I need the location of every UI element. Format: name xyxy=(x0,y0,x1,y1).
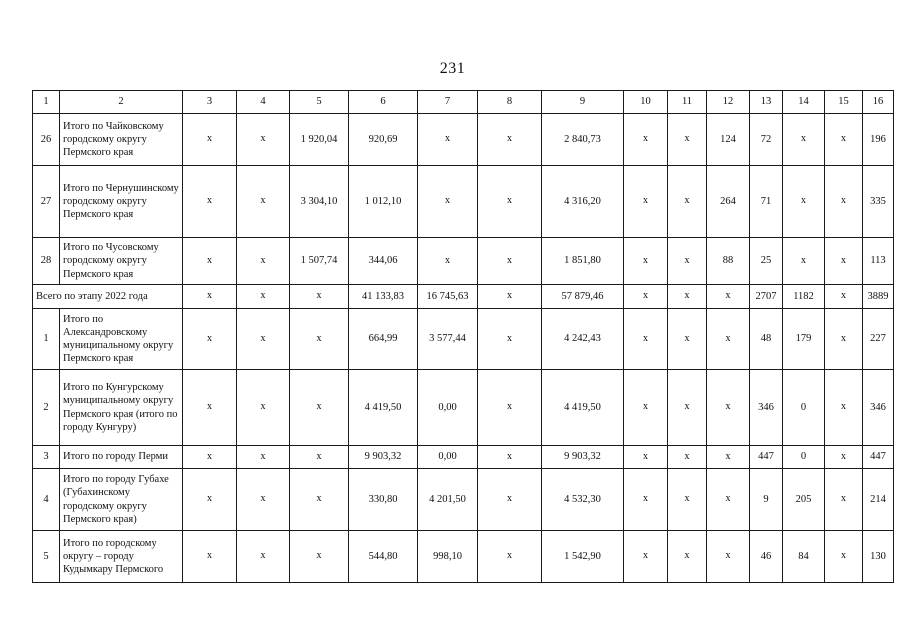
cell: x xyxy=(478,238,542,285)
header-cell: 13 xyxy=(750,91,783,114)
cell: x xyxy=(825,531,863,583)
cell: 16 745,63 xyxy=(418,285,478,309)
row-number: 3 xyxy=(33,446,60,469)
cell: 1182 xyxy=(783,285,825,309)
cell: x xyxy=(478,166,542,238)
cell: x xyxy=(825,285,863,309)
cell: 130 xyxy=(863,531,894,583)
cell: x xyxy=(668,114,707,166)
cell: 113 xyxy=(863,238,894,285)
cell: x xyxy=(825,446,863,469)
cell: x xyxy=(290,309,349,370)
cell: x xyxy=(183,309,237,370)
cell: 88 xyxy=(707,238,750,285)
cell: 124 xyxy=(707,114,750,166)
cell: x xyxy=(237,309,290,370)
cell: 1 012,10 xyxy=(349,166,418,238)
row-name: Итого по городу Перми xyxy=(60,446,183,469)
cell: x xyxy=(624,370,668,446)
cell: x xyxy=(418,166,478,238)
cell: 264 xyxy=(707,166,750,238)
header-cell: 4 xyxy=(237,91,290,114)
cell: x xyxy=(418,238,478,285)
header-cell: 14 xyxy=(783,91,825,114)
header-cell: 5 xyxy=(290,91,349,114)
cell: 920,69 xyxy=(349,114,418,166)
cell: x xyxy=(478,309,542,370)
cell: x xyxy=(183,446,237,469)
cell: 344,06 xyxy=(349,238,418,285)
cell: x xyxy=(478,446,542,469)
row-number: 27 xyxy=(33,166,60,238)
cell: x xyxy=(825,238,863,285)
cell: 72 xyxy=(750,114,783,166)
row-number: 1 xyxy=(33,309,60,370)
header-cell: 12 xyxy=(707,91,750,114)
cell: x xyxy=(707,285,750,309)
cell: 2707 xyxy=(750,285,783,309)
cell: 544,80 xyxy=(349,531,418,583)
header-cell: 2 xyxy=(60,91,183,114)
cell: x xyxy=(783,238,825,285)
cell: x xyxy=(825,166,863,238)
cell: x xyxy=(237,370,290,446)
cell: x xyxy=(668,166,707,238)
cell: 0,00 xyxy=(418,370,478,446)
cell: x xyxy=(237,446,290,469)
cell: x xyxy=(237,469,290,531)
cell: 2 840,73 xyxy=(542,114,624,166)
cell: x xyxy=(668,238,707,285)
cell: 4 419,50 xyxy=(542,370,624,446)
cell: 330,80 xyxy=(349,469,418,531)
cell: 214 xyxy=(863,469,894,531)
cell: x xyxy=(624,531,668,583)
cell: 9 903,32 xyxy=(542,446,624,469)
cell: 196 xyxy=(863,114,894,166)
cell: x xyxy=(668,531,707,583)
cell: 57 879,46 xyxy=(542,285,624,309)
cell: x xyxy=(290,469,349,531)
cell: x xyxy=(783,166,825,238)
row-name: Итого по городу Губахе (Губахинскому городскому округу Пермского края) xyxy=(60,469,183,531)
cell: x xyxy=(825,114,863,166)
row-name: Итого по Чайковскому городскому округу Пермского края xyxy=(60,114,183,166)
cell: 4 532,30 xyxy=(542,469,624,531)
header-cell: 7 xyxy=(418,91,478,114)
cell: x xyxy=(668,370,707,446)
total-label: Всего по этапу 2022 года xyxy=(33,285,183,309)
cell: x xyxy=(290,285,349,309)
cell: 4 242,43 xyxy=(542,309,624,370)
table-row xyxy=(33,166,894,238)
cell: x xyxy=(707,309,750,370)
cell: 1 920,04 xyxy=(290,114,349,166)
cell: 179 xyxy=(783,309,825,370)
cell: 1 542,90 xyxy=(542,531,624,583)
cell: x xyxy=(825,370,863,446)
cell: x xyxy=(183,531,237,583)
cell: x xyxy=(183,238,237,285)
cell: x xyxy=(183,469,237,531)
total-row xyxy=(33,285,894,309)
table-row xyxy=(33,238,894,285)
row-name: Итого по Чусовскому городскому округу Пермского края xyxy=(60,238,183,285)
cell: 664,99 xyxy=(349,309,418,370)
row-number: 26 xyxy=(33,114,60,166)
table-row xyxy=(33,309,894,370)
header-cell: 11 xyxy=(668,91,707,114)
cell: x xyxy=(624,309,668,370)
cell: x xyxy=(783,114,825,166)
header-cell: 9 xyxy=(542,91,624,114)
cell: 205 xyxy=(783,469,825,531)
cell: x xyxy=(237,114,290,166)
cell: 4 316,20 xyxy=(542,166,624,238)
cell: x xyxy=(237,238,290,285)
cell: 0 xyxy=(783,370,825,446)
header-cell: 8 xyxy=(478,91,542,114)
header-row xyxy=(33,91,894,114)
header-cell: 15 xyxy=(825,91,863,114)
cell: 4 201,50 xyxy=(418,469,478,531)
cell: 447 xyxy=(863,446,894,469)
cell: x xyxy=(290,446,349,469)
table-row xyxy=(33,114,894,166)
table-row xyxy=(33,469,894,531)
row-number: 4 xyxy=(33,469,60,531)
cell: 41 133,83 xyxy=(349,285,418,309)
cell: x xyxy=(707,446,750,469)
cell: 3 304,10 xyxy=(290,166,349,238)
cell: x xyxy=(478,531,542,583)
cell: x xyxy=(668,446,707,469)
page-number: 231 xyxy=(439,60,466,77)
row-number: 5 xyxy=(33,531,60,583)
cell: x xyxy=(707,469,750,531)
row-number: 28 xyxy=(33,238,60,285)
cell: 9 903,32 xyxy=(349,446,418,469)
cell: 9 xyxy=(750,469,783,531)
cell: x xyxy=(237,285,290,309)
header-cell: 10 xyxy=(624,91,668,114)
cell: x xyxy=(290,370,349,446)
cell: 84 xyxy=(783,531,825,583)
cell: x xyxy=(237,531,290,583)
cell: x xyxy=(478,285,542,309)
cell: 335 xyxy=(863,166,894,238)
cell: 48 xyxy=(750,309,783,370)
cell: x xyxy=(624,446,668,469)
cell: 46 xyxy=(750,531,783,583)
row-name: Итого по городскому округу – городу Кудымкару Пермского xyxy=(60,531,183,583)
cell: x xyxy=(707,531,750,583)
cell: 3 577,44 xyxy=(418,309,478,370)
row-name: Итого по Александровскому муниципальному округу Пермского края xyxy=(60,309,183,370)
cell: x xyxy=(668,285,707,309)
cell: 346 xyxy=(750,370,783,446)
header-cell: 6 xyxy=(349,91,418,114)
cell: x xyxy=(707,370,750,446)
row-name: Итого по Кунгурскому муниципальному округу Пермского края (итого по городу Кунгуру) xyxy=(60,370,183,446)
cell: 447 xyxy=(750,446,783,469)
cell: x xyxy=(478,469,542,531)
cell: 998,10 xyxy=(418,531,478,583)
budget-table xyxy=(32,90,894,583)
header-cell: 1 xyxy=(33,91,60,114)
cell: x xyxy=(478,114,542,166)
cell: x xyxy=(237,166,290,238)
cell: 346 xyxy=(863,370,894,446)
cell: x xyxy=(668,309,707,370)
cell: 3889 xyxy=(863,285,894,309)
cell: x xyxy=(624,469,668,531)
header-cell: 3 xyxy=(183,91,237,114)
row-name: Итого по Чернушинскому городскому округу Пермского края xyxy=(60,166,183,238)
cell: x xyxy=(418,114,478,166)
cell: 0,00 xyxy=(418,446,478,469)
cell: 227 xyxy=(863,309,894,370)
cell: 4 419,50 xyxy=(349,370,418,446)
cell: x xyxy=(183,166,237,238)
cell: x xyxy=(624,114,668,166)
cell: x xyxy=(183,285,237,309)
cell: x xyxy=(825,309,863,370)
table-row xyxy=(33,446,894,469)
cell: x xyxy=(624,166,668,238)
row-number: 2 xyxy=(33,370,60,446)
header-cell: 16 xyxy=(863,91,894,114)
cell: x xyxy=(478,370,542,446)
cell: x xyxy=(290,531,349,583)
cell: 1 851,80 xyxy=(542,238,624,285)
table-row xyxy=(33,531,894,583)
cell: x xyxy=(183,370,237,446)
cell: x xyxy=(825,469,863,531)
cell: x xyxy=(183,114,237,166)
cell: x xyxy=(624,238,668,285)
cell: 25 xyxy=(750,238,783,285)
cell: 71 xyxy=(750,166,783,238)
cell: 1 507,74 xyxy=(290,238,349,285)
table-row xyxy=(33,370,894,446)
cell: x xyxy=(668,469,707,531)
cell: x xyxy=(624,285,668,309)
cell: 0 xyxy=(783,446,825,469)
